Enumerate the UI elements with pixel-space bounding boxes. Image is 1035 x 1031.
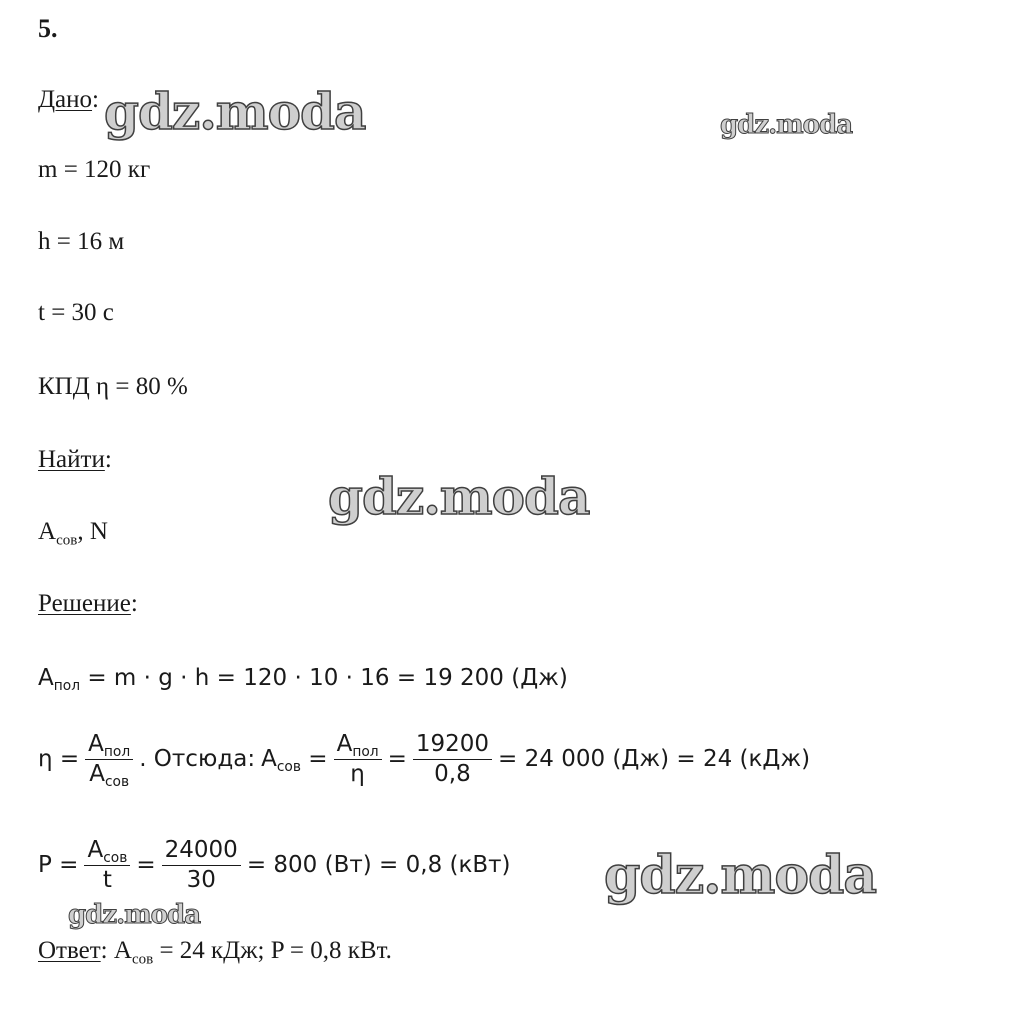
- find-label: Найти: [38, 446, 105, 473]
- fraction-useful-over-eta: $\frac{A_{пол}}{\eta}$: [334, 730, 382, 789]
- given-label: Дано: [38, 86, 93, 113]
- find-quantities: $A_{сов}$, N: [38, 518, 108, 549]
- formula-efficiency: η = $\frac{A_{пол}}{A_{сов}}$ . $Отсюда:A_{сов}$ = $\frac{A_{пол}}{\eta}$ = $\frac{19200}{0,8}$ = 24 000 (Дж) = 24 (кДж): [38, 731, 811, 790]
- solution-label: Решение: [38, 590, 131, 617]
- watermark-logo: gdz.moda: [68, 900, 201, 930]
- solution-heading: Решение:: [38, 590, 138, 617]
- fraction-efficiency: $\frac{A_{пол}}{A_{сов}}$: [85, 730, 133, 789]
- fraction-numeric-power: $\frac{24000}{30}$: [162, 836, 241, 895]
- answer-label: Ответ: [38, 937, 101, 964]
- find-heading: Найти:: [38, 446, 112, 473]
- watermark-logo: gdz.moda: [328, 467, 590, 526]
- formula-power: P = $\frac{A_{сов}}{t}$ = $\frac{24000}{30}$ = 800 (Вт) = 0,8 (кВт): [38, 837, 511, 893]
- answer-line: Ответ: $A_{сов} = 24$ кДж; P = 0,8 кВт.: [38, 937, 392, 968]
- task-number: 5.: [38, 14, 58, 43]
- watermark-logo: gdz.moda: [104, 82, 366, 141]
- given-height: h = 16 м: [38, 228, 125, 255]
- watermark-logo: gdz.moda: [720, 110, 853, 140]
- given-mass: m = 120 кг: [38, 156, 151, 183]
- given-heading: Дано:: [38, 86, 99, 113]
- fraction-numeric-work: $\frac{19200}{0,8}$: [413, 730, 492, 789]
- watermark-logo: gdz.moda: [604, 845, 877, 906]
- fraction-work-over-time: $\frac{A_{сов}}{t}$: [84, 836, 130, 895]
- given-efficiency: КПД η = 80 %: [38, 373, 188, 400]
- formula-useful-work: $A_{пол} = m \cdot g \cdot h = 120 \cdot 10 \cdot 16 = 19$ 200 (Дж): [38, 665, 568, 694]
- given-time: t = 30 с: [38, 299, 114, 326]
